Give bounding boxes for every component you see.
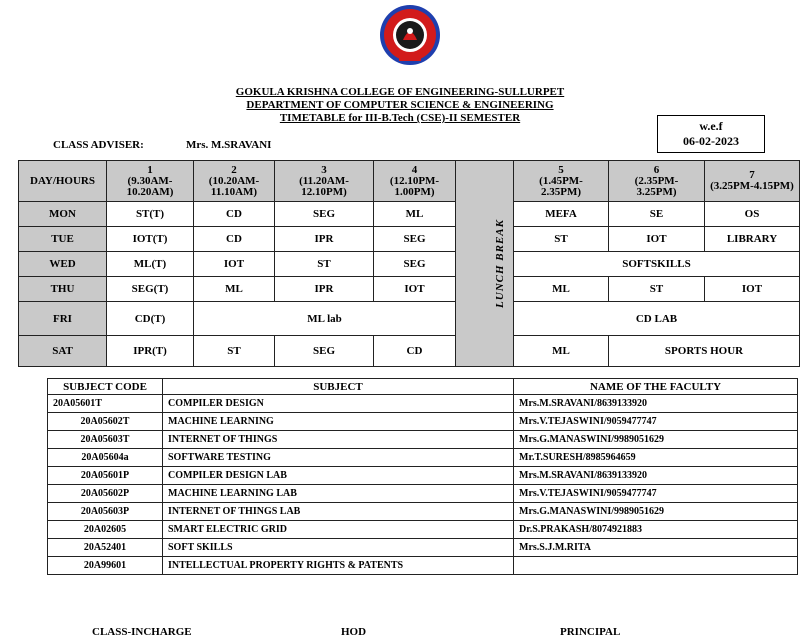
subject-row — [48, 413, 798, 431]
period-cell: ML lab — [194, 302, 456, 336]
principal-signature: PRINCIPAL — [560, 626, 621, 638]
class-incharge-signature: CLASS-INCHARGE — [92, 626, 192, 638]
subject-row — [48, 449, 798, 467]
subject-code-header: SUBJECT CODE — [48, 379, 163, 395]
subject-code: 20A05604a — [48, 449, 163, 467]
subject-table — [47, 378, 798, 575]
faculty-header: NAME OF THE FACULTY — [514, 379, 798, 395]
subject-row — [48, 431, 798, 449]
department-title: DEPARTMENT OF COMPUTER SCIENCE & ENGINEERING — [246, 99, 554, 111]
period-cell: ST — [514, 227, 609, 252]
faculty-name: Mrs.S.J.M.RITA — [514, 539, 798, 557]
subject-code: 20A99601 — [48, 557, 163, 575]
subject-name: COMPILER DESIGN LAB — [163, 467, 514, 485]
subject-code: 20A05602T — [48, 413, 163, 431]
faculty-name — [514, 557, 798, 575]
period-cell: SOFTSKILLS — [514, 252, 800, 277]
period-cell: IPR(T) — [107, 336, 194, 367]
timetable-header-row — [19, 161, 800, 202]
subject-table-header — [48, 379, 798, 395]
subject-row — [48, 557, 798, 575]
period-cell: ML — [374, 202, 456, 227]
subject-code: 20A05603T — [48, 431, 163, 449]
college-logo-icon — [379, 4, 441, 66]
subject-name: INTELLECTUAL PROPERTY RIGHTS & PATENTS — [163, 557, 514, 575]
period-cell: LIBRARY — [705, 227, 800, 252]
subject-row — [48, 503, 798, 521]
faculty-name: Mrs.V.TEJASWINI/9059477747 — [514, 413, 798, 431]
wef-box — [657, 115, 765, 153]
day-cell: WED — [19, 252, 107, 277]
faculty-name: Mrs.G.MANASWINI/9989051629 — [514, 431, 798, 449]
period-header: 3 (11.20AM- 12.10PM) — [275, 161, 374, 202]
period-cell: OS — [705, 202, 800, 227]
subject-header: SUBJECT — [163, 379, 514, 395]
period-cell: ML — [514, 336, 609, 367]
period-cell: CD LAB — [514, 302, 800, 336]
period-header: 1 (9.30AM- 10.20AM) — [107, 161, 194, 202]
period-header: 6 (2.35PM- 3.25PM) — [609, 161, 705, 202]
subject-code: 20A52401 — [48, 539, 163, 557]
period-cell: IOT — [374, 277, 456, 302]
period-cell: IOT — [194, 252, 275, 277]
timetable-row — [19, 277, 800, 302]
subject-name: SOFTWARE TESTING — [163, 449, 514, 467]
faculty-name: Mrs.M.SRAVANI/8639133920 — [514, 395, 798, 413]
lunch-break-label: LUNCH BREAK — [493, 219, 506, 308]
day-cell: THU — [19, 277, 107, 302]
period-cell: IPR — [275, 277, 374, 302]
day-cell: MON — [19, 202, 107, 227]
subject-row — [48, 521, 798, 539]
period-cell: IOT(T) — [107, 227, 194, 252]
period-cell: IPR — [275, 227, 374, 252]
subject-name: INTERNET OF THINGS LAB — [163, 503, 514, 521]
faculty-name: Mrs.V.TEJASWINI/9059477747 — [514, 485, 798, 503]
subject-code: 20A02605 — [48, 521, 163, 539]
class-adviser-name: Mrs. M.SRAVANI — [186, 139, 272, 151]
period-cell: ML — [514, 277, 609, 302]
period-cell: SEG — [275, 336, 374, 367]
period-cell: SEG(T) — [107, 277, 194, 302]
period-cell: CD — [194, 227, 275, 252]
period-cell: ST(T) — [107, 202, 194, 227]
timetable-title: TIMETABLE for III-B.Tech (CSE)-II SEMESTER — [279, 112, 521, 124]
faculty-name: Mrs.G.MANASWINI/9989051629 — [514, 503, 798, 521]
period-cell: IOT — [705, 277, 800, 302]
lunch-break-cell — [456, 161, 514, 367]
period-cell: SEG — [374, 252, 456, 277]
period-cell: CD — [374, 336, 456, 367]
subject-row — [48, 395, 798, 413]
subject-code: 20A05602P — [48, 485, 163, 503]
period-header: 7 (3.25PM-4.15PM) — [705, 161, 800, 202]
period-cell: CD(T) — [107, 302, 194, 336]
period-cell: ML(T) — [107, 252, 194, 277]
subject-row — [48, 467, 798, 485]
timetable-row — [19, 227, 800, 252]
hod-signature: HOD — [341, 626, 367, 638]
college-title: GOKULA KRISHNA COLLEGE OF ENGINEERING-SULLURPET — [235, 86, 565, 98]
period-cell: ST — [609, 277, 705, 302]
day-cell: TUE — [19, 227, 107, 252]
period-cell: SE — [609, 202, 705, 227]
faculty-name: Dr.S.PRAKASH/8074921883 — [514, 521, 798, 539]
timetable-row — [19, 302, 800, 336]
subject-name: SMART ELECTRIC GRID — [163, 521, 514, 539]
period-header: 4 (12.10PM- 1.00PM) — [374, 161, 456, 202]
day-cell: FRI — [19, 302, 107, 336]
timetable-row — [19, 202, 800, 227]
subject-name: MACHINE LEARNING — [163, 413, 514, 431]
timetable — [18, 160, 800, 367]
class-adviser-label: CLASS ADVISER: — [53, 139, 144, 151]
wef-date: 06-02-2023 — [683, 134, 739, 148]
faculty-name: Mr.T.SURESH/8985964659 — [514, 449, 798, 467]
subject-name: COMPILER DESIGN — [163, 395, 514, 413]
period-header: 5 (1.45PM- 2.35PM) — [514, 161, 609, 202]
period-cell: SEG — [275, 202, 374, 227]
period-cell: ST — [194, 336, 275, 367]
timetable-row — [19, 252, 800, 277]
wef-label: w.e.f — [699, 119, 723, 133]
timetable-row — [19, 336, 800, 367]
subject-row — [48, 485, 798, 503]
period-cell: SPORTS HOUR — [609, 336, 800, 367]
subject-name: SOFT SKILLS — [163, 539, 514, 557]
subject-code: 20A05601T — [48, 395, 163, 413]
period-header: 2 (10.20AM- 11.10AM) — [194, 161, 275, 202]
day-hours-header: DAY/HOURS — [19, 161, 107, 202]
subject-code: 20A05603P — [48, 503, 163, 521]
day-cell: SAT — [19, 336, 107, 367]
faculty-name: Mrs.M.SRAVANI/8639133920 — [514, 467, 798, 485]
period-cell: ML — [194, 277, 275, 302]
period-cell: SEG — [374, 227, 456, 252]
subject-name: INTERNET OF THINGS — [163, 431, 514, 449]
period-cell: MEFA — [514, 202, 609, 227]
period-cell: ST — [275, 252, 374, 277]
period-cell: CD — [194, 202, 275, 227]
subject-code: 20A05601P — [48, 467, 163, 485]
period-cell: IOT — [609, 227, 705, 252]
subject-row — [48, 539, 798, 557]
subject-name: MACHINE LEARNING LAB — [163, 485, 514, 503]
